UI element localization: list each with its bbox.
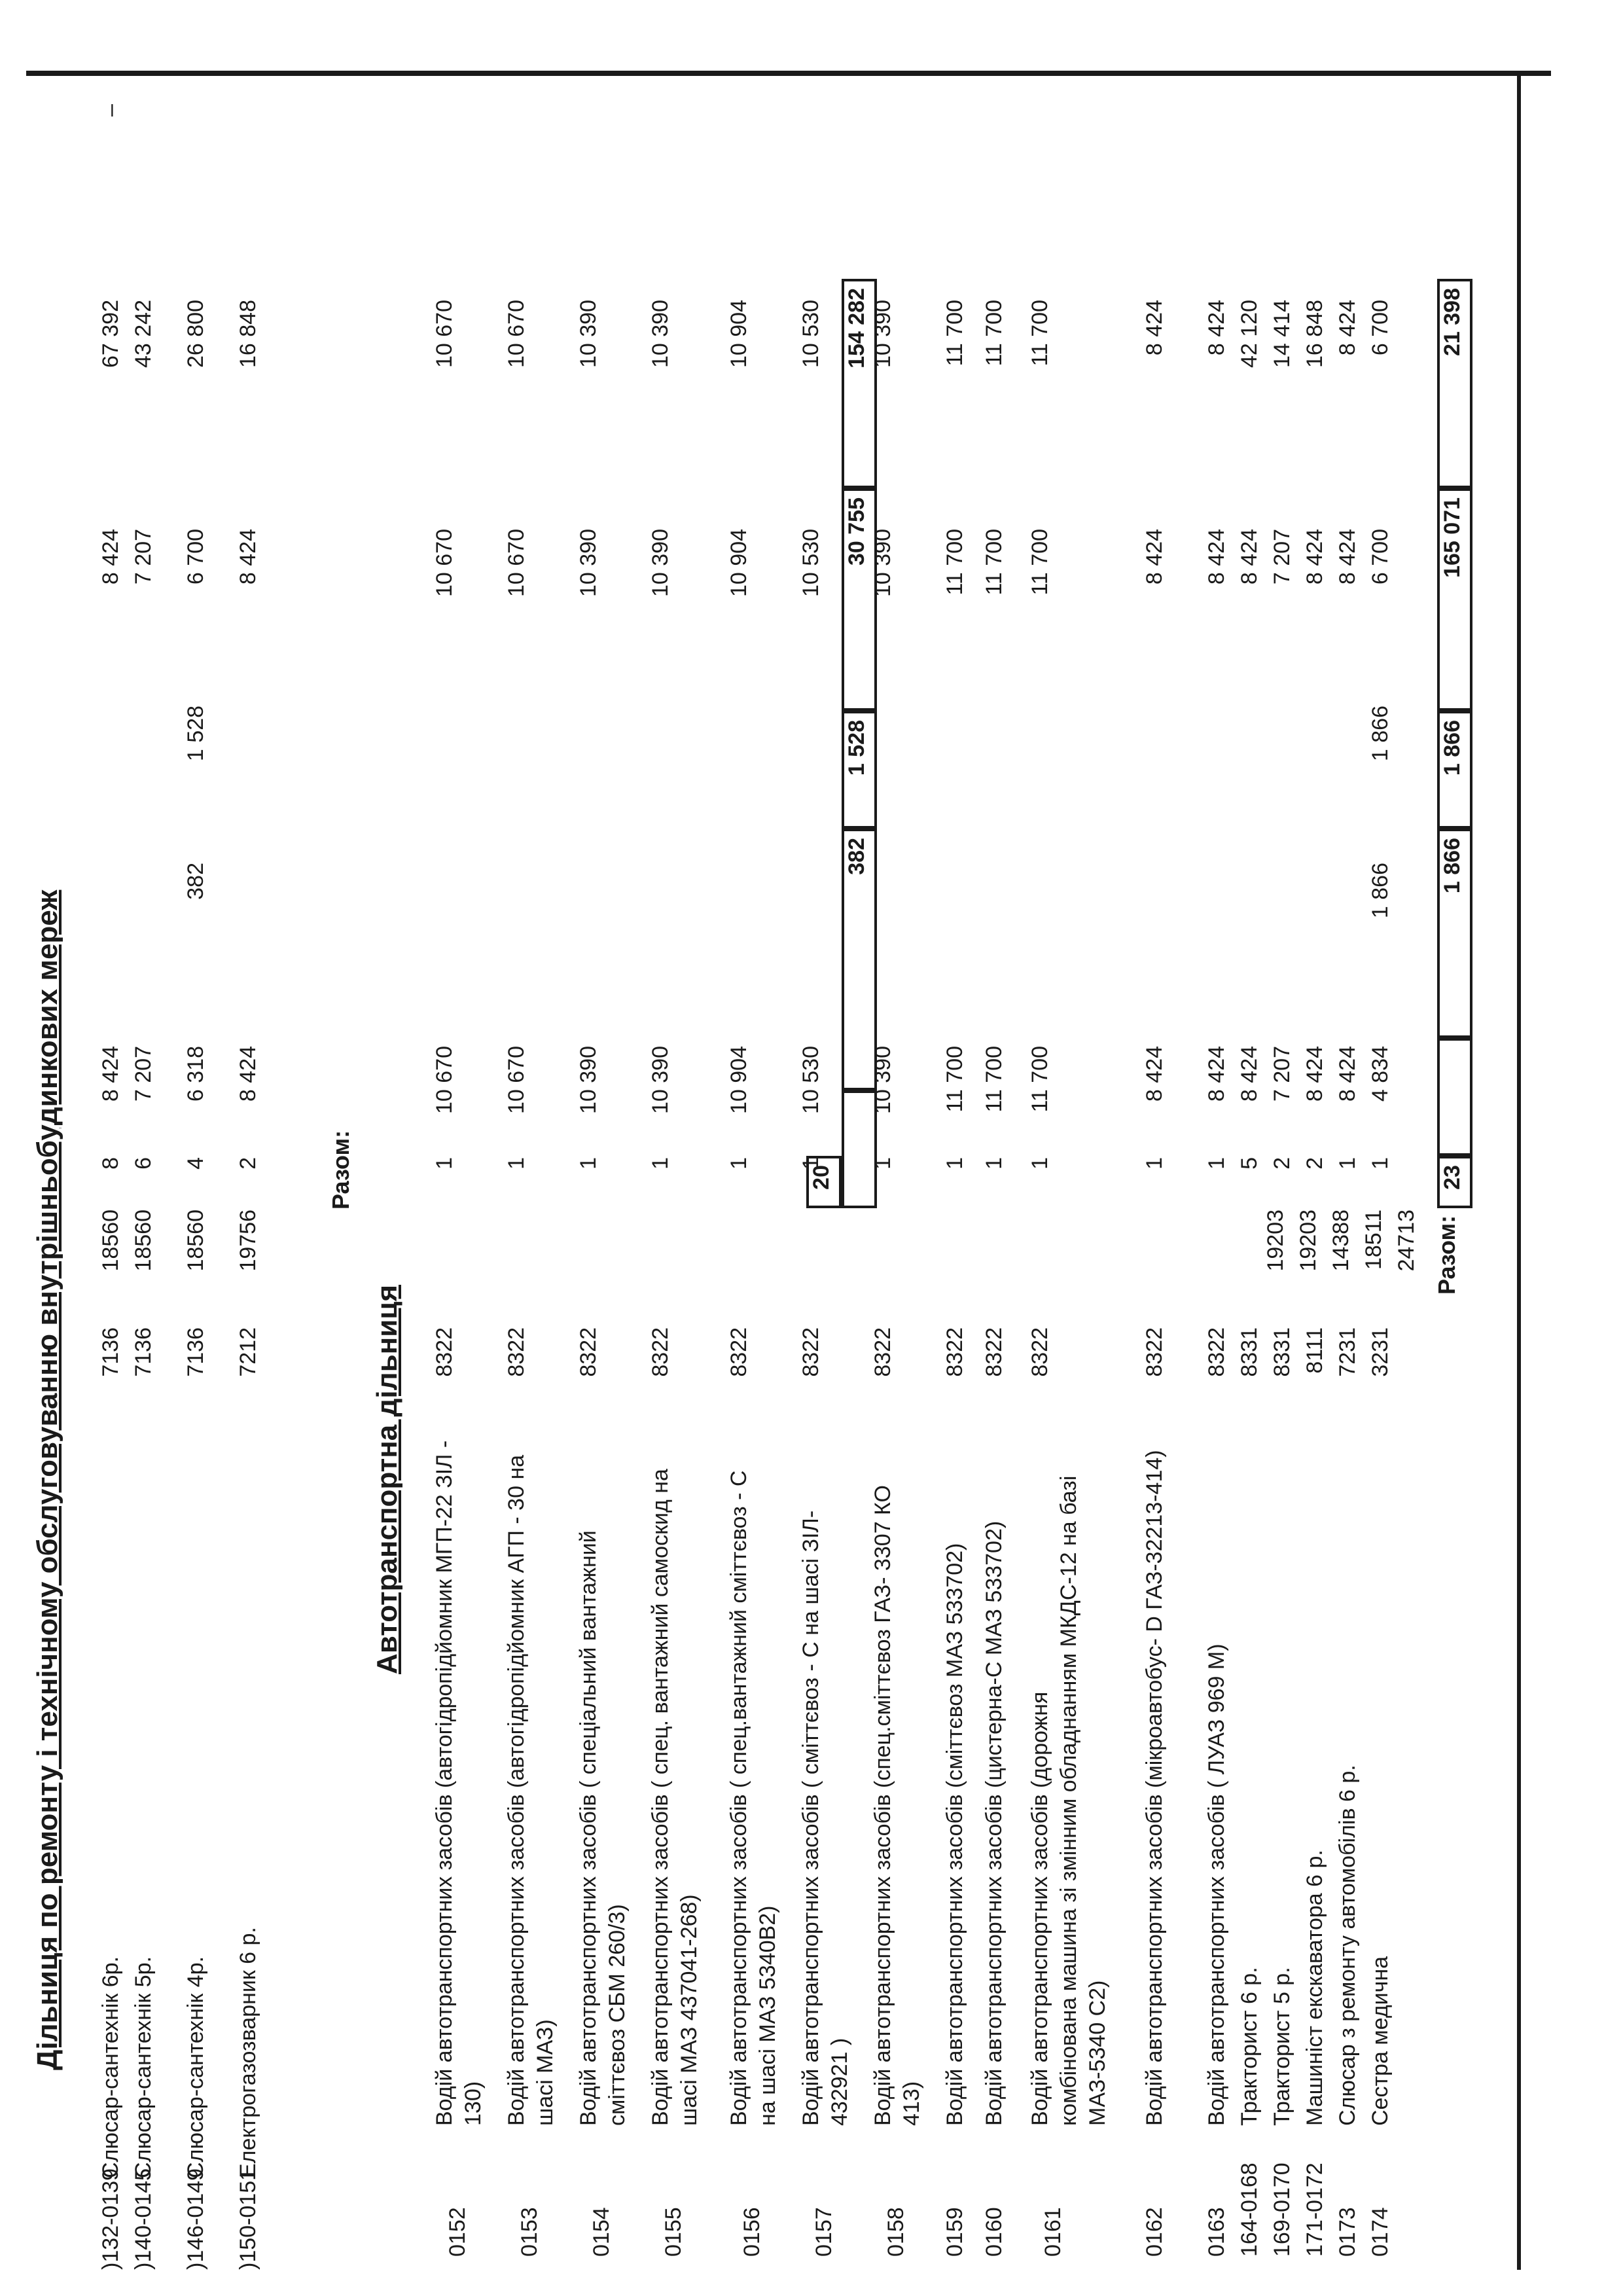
row-name-line: 130) <box>461 2081 486 2126</box>
row-qty: 1 <box>1027 1157 1052 1170</box>
row-qty: 1 <box>432 1157 457 1170</box>
row-name-line: шасі МАЗ) <box>533 2019 558 2126</box>
row-c6: 11 700 <box>942 300 967 367</box>
row-c1: 8 424 <box>1302 1046 1327 1102</box>
repair-total-qty: 20 <box>806 1156 842 1208</box>
row-c5: 11 700 <box>942 529 967 596</box>
row-c6: 16 848 <box>236 300 260 368</box>
row-code: 0156 <box>740 2207 764 2257</box>
row-name-line: 432921 ) <box>827 2037 852 2126</box>
row-kp: 8322 <box>1027 1327 1052 1377</box>
transport-total-c1 <box>1437 1038 1472 1156</box>
row-qty: 1 <box>648 1157 673 1170</box>
row-code: 0153 <box>517 2207 542 2257</box>
row-kp: 8322 <box>726 1327 751 1377</box>
row-c6: 43 242 <box>131 300 156 368</box>
row-c6: 11 700 <box>982 300 1007 367</box>
row-c5: 7 207 <box>131 529 156 585</box>
repair-total-c6: 154 282 <box>842 279 877 488</box>
row-c5: 6 700 <box>1368 529 1393 585</box>
row-c1: 11 700 <box>942 1046 967 1113</box>
row-code: 0157 <box>812 2207 836 2257</box>
row-code: 171-0172 <box>1302 2162 1327 2257</box>
row-qty: 1 <box>504 1157 529 1170</box>
row-qty: 2 <box>1302 1157 1327 1170</box>
row-c5: 7 207 <box>1270 529 1294 585</box>
row-kp: 8111 <box>1302 1327 1327 1374</box>
row-c1: 8 424 <box>1142 1046 1167 1102</box>
row-c5: 10 390 <box>648 529 673 597</box>
row-salary: 24713 <box>1394 1210 1419 1272</box>
row-salary: 19203 <box>1263 1210 1288 1272</box>
row-c5: 8 424 <box>98 529 123 585</box>
row-qty: 1 <box>1368 1157 1393 1170</box>
row-c5: 10 670 <box>432 529 457 597</box>
row-code: )132-0139 <box>98 2168 123 2270</box>
row-code: 0155 <box>661 2207 686 2257</box>
row-c4: 1 528 <box>183 706 208 762</box>
row-c6: 26 800 <box>183 300 208 368</box>
transport-total-c5: 165 071 <box>1437 488 1472 711</box>
row-name-line: Водій автотранспортних засобів ( спец.вантажний сміттєвоз - С <box>726 1470 751 2126</box>
row-name-line: Тракторист 5 р. <box>1270 1967 1294 2126</box>
row-code: 0154 <box>589 2207 614 2257</box>
row-kp: 8322 <box>798 1327 823 1377</box>
row-salary: 19203 <box>1296 1210 1321 1272</box>
row-kp: 8322 <box>1142 1327 1167 1377</box>
row-c5: 8 424 <box>1142 529 1167 585</box>
row-c1: 7 207 <box>1270 1046 1294 1102</box>
row-c6: 10 390 <box>576 300 601 368</box>
row-c5: 10 904 <box>726 529 751 597</box>
row-kp: 7136 <box>183 1327 208 1377</box>
row-kp: 8322 <box>870 1327 895 1377</box>
row-name-line: МАЗ-5340 С2) <box>1085 1980 1110 2126</box>
row-c1: 10 670 <box>432 1046 457 1114</box>
row-c1: 10 390 <box>870 1046 895 1114</box>
row-name-line: Водій автотранспортних засобів ( спеціальний вантажний <box>576 1530 601 2126</box>
row-c1: 11 700 <box>1027 1046 1052 1113</box>
row-name-line: сміттєвоз СБМ 260/3) <box>605 1904 630 2126</box>
row-name-line: Водій автотранспортних засобів ( ЛУАЗ 969 М) <box>1204 1643 1229 2126</box>
row-salary: 18560 <box>131 1210 156 1272</box>
row-c1: 10 530 <box>798 1046 823 1114</box>
row-c5: 10 530 <box>798 529 823 597</box>
row-c6: 42 120 <box>1237 300 1262 368</box>
row-kp: 7212 <box>236 1327 260 1377</box>
top-border-line <box>26 71 1551 76</box>
row-name: Слюсар-сантехнік 5р. <box>131 1956 156 2178</box>
row-name: Слюсар-сантехнік 6р. <box>98 1956 123 2178</box>
row-code: 0173 <box>1335 2207 1360 2257</box>
row-c1: 8 424 <box>1237 1046 1262 1102</box>
row-c1: 8 424 <box>236 1046 260 1102</box>
row-qty: 1 <box>870 1157 895 1170</box>
row-c6: 14 414 <box>1270 300 1294 368</box>
row-salary: 14388 <box>1329 1210 1353 1272</box>
row-qty: 2 <box>1270 1157 1294 1170</box>
row-name-line: Водій автотранспортних засобів (автогідропідйомник АГП - 30 на <box>504 1454 529 2126</box>
row-code: 0174 <box>1368 2207 1393 2257</box>
row-kp: 7136 <box>98 1327 123 1377</box>
transport-total-c3: 1 866 <box>1437 829 1472 1038</box>
row-name-line: Водій автотранспортних засобів (цистерна-С МАЗ 533702) <box>982 1520 1007 2126</box>
transport-total-label: Разом: <box>1433 1215 1460 1295</box>
row-c5: 6 700 <box>183 529 208 585</box>
row-c6: 6 700 <box>1368 300 1393 356</box>
row-code: )140-0145 <box>131 2168 156 2270</box>
row-kp: 8322 <box>504 1327 529 1377</box>
row-c1: 10 390 <box>648 1046 673 1114</box>
row-c1: 7 207 <box>131 1046 156 1102</box>
row-c1: 10 904 <box>726 1046 751 1114</box>
row-code: )146-0149 <box>183 2168 208 2270</box>
row-qty: 1 <box>798 1157 823 1170</box>
row-c5: 8 424 <box>1302 529 1327 585</box>
row-name-line: Слюсар з ремонту автомобілів 6 р. <box>1335 1765 1360 2126</box>
row-c1: 8 424 <box>1335 1046 1360 1102</box>
row-code: 0152 <box>445 2207 470 2257</box>
row-salary: 18560 <box>183 1210 208 1272</box>
row-c1: 8 424 <box>1204 1046 1229 1102</box>
row-c5: 11 700 <box>1027 529 1052 596</box>
row-c6: 10 904 <box>726 300 751 368</box>
row-code: )150-0151 <box>236 2168 260 2270</box>
row-c6: 8 424 <box>1335 300 1360 356</box>
row-name-line: Машиніст екскаватора 6 р. <box>1302 1850 1327 2126</box>
row-name-line: Водій автотранспортних засобів (автогідропідйомник МГП-22 ЗІЛ - <box>432 1440 457 2126</box>
row-c5: 10 390 <box>870 529 895 597</box>
row-qty: 2 <box>236 1157 260 1170</box>
row-c5: 8 424 <box>236 529 260 585</box>
transport-total-c4: 1 866 <box>1437 711 1472 829</box>
row-c1: 4 834 <box>1368 1046 1393 1102</box>
row-kp: 7231 <box>1335 1327 1360 1377</box>
row-name: Електрогазозварник 6 р. <box>236 1927 260 2178</box>
row-name-line: на шасі МАЗ 5340В2) <box>755 1905 780 2126</box>
row-c4: 1 866 <box>1368 706 1393 762</box>
row-salary: 18511 <box>1361 1210 1386 1270</box>
row-c6: 67 392 <box>98 300 123 368</box>
row-qty: 1 <box>942 1157 967 1170</box>
row-salary: 19756 <box>236 1210 260 1272</box>
row-code: 164-0168 <box>1237 2162 1262 2257</box>
row-c1: 10 670 <box>504 1046 529 1114</box>
row-qty: 6 <box>131 1157 156 1170</box>
row-c3: 382 <box>183 863 208 900</box>
row-c6: 16 848 <box>1302 300 1327 368</box>
row-name-line: комбінована машина зі змінним обладнанням МКДС-12 на базі <box>1056 1475 1081 2126</box>
row-c3: 1 866 <box>1368 863 1393 919</box>
row-qty: 1 <box>1142 1157 1167 1170</box>
row-qty: 1 <box>982 1157 1007 1170</box>
row-name-line: Водій автотранспортних засобів (сміттєвоз МАЗ 533702) <box>942 1543 967 2126</box>
row-c5: 11 700 <box>982 529 1007 596</box>
row-c5: 8 424 <box>1204 529 1229 585</box>
row-name-line: Сестра медична <box>1368 1956 1393 2126</box>
row-qty: 8 <box>98 1157 123 1170</box>
row-salary: 18560 <box>98 1210 123 1272</box>
row-c6: 8 424 <box>1142 300 1167 356</box>
row-kp: 8322 <box>942 1327 967 1377</box>
top-mark: – <box>98 104 123 117</box>
row-kp: 8331 <box>1270 1327 1294 1377</box>
row-name-line: Водій автотранспортних засобів (мікроавтобус- D ГАЗ-32213-414) <box>1142 1450 1167 2126</box>
repair-total-c5: 30 755 <box>842 488 877 711</box>
row-qty: 1 <box>726 1157 751 1170</box>
section-title-transport: Автотранспортна дільниця <box>371 1284 403 1674</box>
row-c6: 10 530 <box>798 300 823 368</box>
row-c1: 6 318 <box>183 1046 208 1102</box>
transport-total-qty: 23 <box>1437 1156 1472 1208</box>
row-name-line: Водій автотранспортних засобів ( сміттєвоз - С на шасі ЗІЛ- <box>798 1510 823 2126</box>
top-border-line-2 <box>1517 71 1521 2270</box>
row-name-line: Водій автотранспортних засобів (дорожня <box>1027 1691 1052 2126</box>
transport-total-c6: 21 398 <box>1437 279 1472 488</box>
row-c6: 10 670 <box>504 300 529 368</box>
row-code: 0159 <box>942 2207 967 2257</box>
row-name-line: шасі МАЗ 437041-268) <box>677 1894 702 2126</box>
row-name-line: Тракторист 6 р. <box>1237 1967 1262 2126</box>
row-c5: 8 424 <box>1237 529 1262 585</box>
row-c5: 10 670 <box>504 529 529 597</box>
row-kp: 8322 <box>982 1327 1007 1377</box>
row-kp: 8322 <box>648 1327 673 1377</box>
row-kp: 7136 <box>131 1327 156 1377</box>
row-qty: 4 <box>183 1157 208 1170</box>
row-c6: 11 700 <box>1027 300 1052 367</box>
row-c6: 10 670 <box>432 300 457 368</box>
row-c6: 10 390 <box>870 300 895 368</box>
repair-total-c4: 1 528 <box>842 711 877 829</box>
row-c1: 11 700 <box>982 1046 1007 1113</box>
row-qty: 1 <box>1335 1157 1360 1170</box>
row-c1: 8 424 <box>98 1046 123 1102</box>
repair-total-c3: 382 <box>842 829 877 1090</box>
row-c5: 10 390 <box>576 529 601 597</box>
row-name-line: Водій автотранспортних засобів (спец.сміттєвоз ГАЗ- 3307 КО <box>870 1485 895 2126</box>
row-qty: 1 <box>1204 1157 1229 1170</box>
repair-total-label: Разом: <box>327 1130 354 1210</box>
row-c6: 8 424 <box>1204 300 1229 356</box>
row-qty: 1 <box>576 1157 601 1170</box>
row-c6: 10 390 <box>648 300 673 368</box>
section-title-repair: Дільниця по ремонту і технічному обслуговуванню внутрішньобудинкових мереж <box>31 889 63 2070</box>
row-kp: 8331 <box>1237 1327 1262 1377</box>
row-c5: 8 424 <box>1335 529 1360 585</box>
row-code: 0163 <box>1204 2207 1229 2257</box>
row-c1: 10 390 <box>576 1046 601 1114</box>
row-name-line: Водій автотранспортних засобів ( спец. вантажний самоскид на <box>648 1469 673 2126</box>
row-qty: 5 <box>1237 1157 1262 1170</box>
row-kp: 8322 <box>1204 1327 1229 1377</box>
row-kp: 8322 <box>576 1327 601 1377</box>
row-name-line: 413) <box>899 2081 924 2126</box>
row-code: 0161 <box>1041 2207 1065 2257</box>
row-code: 0158 <box>883 2207 908 2257</box>
row-name: Слюсар-сантехнік 4р. <box>183 1956 208 2178</box>
row-code: 0162 <box>1142 2207 1167 2257</box>
row-code: 169-0170 <box>1270 2162 1294 2257</box>
row-kp: 8322 <box>432 1327 457 1377</box>
row-code: 0160 <box>982 2207 1007 2257</box>
row-kp: 3231 <box>1368 1327 1393 1377</box>
